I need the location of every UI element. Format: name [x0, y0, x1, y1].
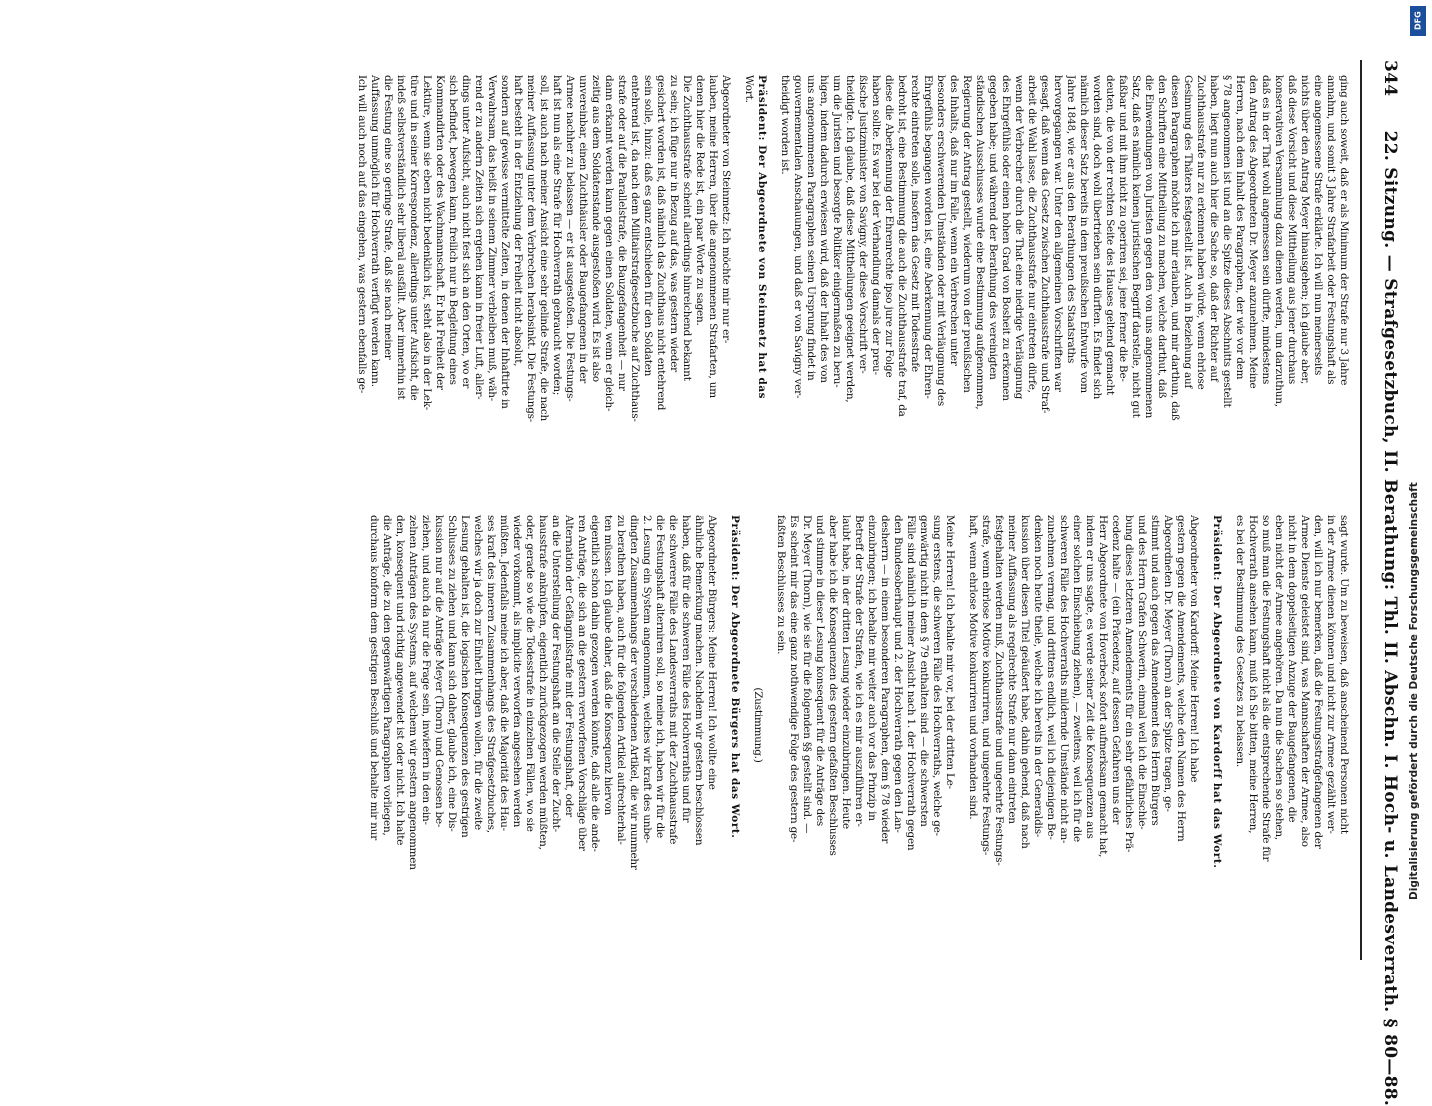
text-line: Es scheint mir das eine ganz nothwendige Folge des gestern ge-: [788, 515, 800, 843]
text-line: Zuchthausstrafe nur zu erkennen haben würde, wenn ehrlose: [1195, 75, 1207, 390]
text-line: diesen Paragraphen möchte ich mir erlauben, und mir darthun, daß: [1169, 75, 1181, 421]
text-line: hervorgegangen war. Unter den allgemeinen Vorschriften war: [1052, 75, 1064, 392]
text-line: haft ist nun als eine Strafe für Hochverrath gebraucht worden;: [551, 75, 563, 396]
text-line: zu berathen haben, auch für die folgenden Artikel aufrechterhal-: [615, 515, 627, 845]
text-line: ständischen Ausschusses wurde eine Bestimmung aufgenommen,: [974, 75, 986, 410]
paragraph-gap: [718, 515, 728, 935]
running-title: 22. Sitzung. — Strafgesetzbuch, II. Berathung: Thl. II. Abschn. I. Hoch- u. Landesverrath. § 80—88.: [1380, 130, 1400, 1106]
text-line: denken noch heute theile, welche ich bereits in der Generaldis-: [1032, 515, 1044, 838]
text-line: higen, indem dadurch erwiesen wird, daß der Inhalt des von: [818, 75, 830, 383]
text-line: ähnliche Bemerkung machen. Nachdem wir gestern beschlossen: [693, 515, 705, 846]
text-line: diese die Aberkennung der Ehrenrechte ipso jure zur Folge: [883, 75, 895, 378]
text-line: Betreff der Strafe der Strafen, wie ich es mir auszuführen er-: [853, 515, 865, 827]
text-line: Ehrgefühls begangen worden ist, eine Aberkennung der Ehren-: [922, 75, 934, 399]
text-line: sagt wurde. Um zu beweisen, daß anscheinend Personen nicht: [1338, 515, 1350, 834]
text-line: Wort.: [743, 75, 755, 103]
text-line: Präsident: Der Abgeordnete von Kardorff hat das Wort.: [1211, 515, 1223, 869]
text-line: eben nicht der Armee angehören. Da nun die Sachen so stehen,: [1273, 515, 1285, 840]
text-line: deuten, die von der rechten Seite des Hauses geltend gemacht: [1104, 75, 1116, 396]
text-line: so muß man die Festungshaft nicht als die entsprechende Strafe für: [1260, 515, 1272, 862]
dfg-logo: DFG: [1410, 6, 1426, 36]
text-line: stimmt und auch gegen das Amendement des Herrn Bürgers: [1149, 515, 1161, 826]
text-line: wenn der Verbrecher durch die That eine niedrige Verläugnung: [1013, 75, 1025, 400]
text-line: meiner Auffassung unter dem Verbrechen herabsinkt. Die Festungs-: [525, 75, 537, 423]
digitization-credit: Digitalisierung gefördert durch die Deutsche Forschungsgemeinschaft: [1408, 482, 1420, 900]
text-line: Armee nachher zu belassen — er ist ausgestoßen. Die Festungs-: [564, 75, 576, 402]
text-line: die Einwendungen von Juristen gegen den von uns angenommenen: [1143, 75, 1155, 419]
paragraph-gap: [1200, 515, 1210, 935]
text-line: Lektüre, wenn sie eben nicht bedenklich ist, steht also in der Lek-: [421, 75, 433, 411]
running-header: [1368, 60, 1400, 1106]
text-line: genwärtig nicht in dem § 79 enthalten sind — die schwersten: [918, 515, 930, 827]
text-line: cedenz halte — (ein Präcedenz, auf dessen Gefahren uns der: [1110, 515, 1122, 825]
text-line: gesagt, daß wenn das Gesetz zwischen Zuchthausstrafe und Straf-: [1039, 75, 1051, 414]
text-line: indeß selbstverständlich sehr liberal ausfällt. Aber immerhin ist: [395, 75, 407, 400]
text-line: gesichert worden ist, daß nämlich das Zuchthaus nicht entehrend: [655, 75, 667, 411]
text-line: bedroht ist, eine Bestimmung die auch die Zuchthausstrafe traf, da: [896, 75, 908, 417]
text-line: ren Anträge, die sich an die gestern verworfenen Vorschläge über: [576, 515, 588, 851]
text-line: worden sind, doch wohl übertrieben sein dürften. Es findet sich: [1091, 75, 1103, 400]
text-line: Regierung der Antrag gestellt, wiederum von der preußischen: [961, 75, 973, 393]
text-line: gestern gegen die Amendements, welche den Namen des Herrn: [1175, 515, 1187, 842]
text-line: haben, liegt nun auch hier die Sache so, daß der Richter auf: [1208, 75, 1220, 382]
text-line: schweren Fälle des Hochverraths mildernde Umstände nicht an-: [1058, 515, 1070, 844]
text-line: Herr Abgeordnete von Hoverbeck sofort aufmerksam gemacht hat,: [1097, 515, 1109, 858]
text-line: dings unter Aufsicht, auch nicht fest sich an den Orten, wo er: [460, 75, 472, 389]
text-line: kussion nur auf die Anträge Meyer (Thorn) und Genossen be-: [433, 515, 445, 828]
text-line: theidigte. Ich glaube, daß diese Mittheilungen geeignet werden,: [844, 75, 856, 403]
text-line: daß diese Vorsicht und diese Mittheilung aus jener durchaus: [1286, 75, 1298, 385]
text-line: strafe oder auf die Parallelstrafe, die Bauzgefangenheit — nur: [616, 75, 628, 391]
text-line: haft, wenn ehrlose Motive konkurriren und vorhanden sind.: [967, 515, 979, 820]
text-line: wieder vorkommt, als implicite verworfen angesehen werden: [511, 515, 523, 828]
text-line: Die Zuchthausstrafe scheint allerdings hinreichend bekannt: [681, 75, 693, 381]
text-line: den Bundesoberhaupt und 2. der Hochverrath gegen den Lan-: [892, 515, 904, 833]
text-line: (Zustimmung.): [752, 687, 764, 763]
header-divider: [1360, 60, 1362, 960]
text-line: ziehen, und auch da nur die Frage sein, inwiefern in den ein-: [420, 515, 432, 825]
text-line: zunehmen vermag, und drittens endlich, weil ich diejenigen Be-: [1045, 515, 1057, 840]
text-line: faßten Beschlusses zu sein.: [775, 515, 787, 655]
paragraph-gap: [764, 515, 774, 935]
text-line: Präsident: Der Abgeordnete von Steinmetz hat das: [756, 75, 768, 400]
right-column: [70, 515, 1350, 935]
text-line: durchaus konform dem gestrigen Beschluß und behalte mir nur: [368, 515, 380, 841]
text-line: oder, gerade so wie die Todesstrafe in einzelnen Fällen, wo sie: [524, 515, 536, 832]
text-line: des Ehrgefühls oder einen hohen Grad von Bosheit zu erkennen: [1000, 75, 1012, 401]
paragraph-gap: [768, 75, 778, 495]
text-line: eigentlich schon dahin gezogen werden könnte, daß alle die ande-: [589, 515, 601, 852]
text-line: haft besteht in der Entziehung der Freiheit nicht absolut,: [512, 75, 524, 367]
text-line: ging auch soweit, daß er als Minimum der Strafe nur 3 Jahre: [1338, 75, 1350, 386]
paragraph-gap: [1223, 515, 1233, 935]
text-line: sondern auf gewisse vermittelte Zeiten, in denen der Inhaftirte in: [499, 75, 511, 409]
text-line: dann erkannt werden kann gegen einen Soldaten, wenn er gleich-: [603, 75, 615, 412]
text-line: Ich will auch noch auf das eingehen, was gestern ebenfalls ge-: [356, 75, 368, 394]
text-line: bung dieses letzteren Amendements für ein sehr gefährliches Prä-: [1123, 515, 1135, 853]
text-line: ten müssen. Ich glaube daher, daß die Konsequenz hiervon: [602, 515, 614, 816]
paragraph-gap: [956, 515, 966, 935]
text-line: hausstrafe anknüpfen, eigentlich zurückgezogen werden müßten,: [537, 515, 549, 850]
text-line: die schwerere Fälle des Landesverraths mit der Zuchthausstrafe: [667, 515, 679, 845]
text-line: sich befindet, bewegen kann, freilich nur in Begleitung eines: [447, 75, 459, 385]
text-line: Abgeordneter Bürgers: Meine Herren! Ich wollte eine: [706, 515, 718, 790]
text-line: Fälle sind nämlich meiner Ansicht nach 1. der Hochverrath gegen: [905, 515, 917, 851]
text-line: rend er zu andern Zeiten sich ergehen kann in freier Luft, aller-: [473, 75, 485, 400]
text-line: soll, ist auch nach meiner Ansicht eine sehr gelinde Strafe, die nach: [538, 75, 550, 422]
text-line: Abgeordneter von Kardorff: Meine Herren! Ich habe: [1188, 515, 1200, 783]
text-line: Satz, daß es nämlich keinen juristischen Begriff darstelle, nicht gut: [1130, 75, 1142, 418]
text-line: ßische Justizminister von Savigny, der diese Vorschrift ver-: [857, 75, 869, 374]
text-line: desherrn — in einem besonderen Paragraphen, dem § 78 wieder: [879, 515, 891, 844]
page-number: 344: [1380, 60, 1400, 97]
text-line: lauben, meine Herren, über die angenommenen Strafarten, um: [707, 75, 719, 398]
text-line: 2. Lesung ein System angenommen, welches wir kraft des unbe-: [641, 515, 653, 844]
text-line: nicht in dem doppelseitigen Anzuge der Baugefangenen, die: [1286, 515, 1298, 823]
text-line: indem er uns sagte, es werde seiner Zeit die Konsequenzen aus: [1084, 515, 1096, 839]
text-line: festgehalten werden muß, Zuchthausstrafe und ungeehrte Festungs-: [993, 515, 1005, 866]
text-line: Kommandirten oder des Wachmannschaft. Er hat Freiheit der: [434, 75, 446, 390]
text-line: Präsident: Der Abgeordnete Bürgers hat das Wort.: [729, 515, 741, 839]
text-line: an die Unterstellung der Festungshaft an die Stelle der Zucht-: [550, 515, 562, 832]
text-line: sung erstens, die schweren Fälle des Hochverraths, welche ge-: [931, 515, 943, 836]
text-line: faßbar und mit ihm nicht zu operiren sei, jene ferner die Be-: [1117, 75, 1129, 382]
text-line: zu sein; ich füge nur in Bezug auf das, was gestern wieder: [668, 75, 680, 372]
text-line: Abgeordneten Dr. Meyer (Thorn) an der Spitze tragen, ge-: [1162, 515, 1174, 812]
text-line: Herren, nach dem Inhalt des Paragraphen, der wie vor dem: [1234, 75, 1246, 380]
text-line: zelnen Anträgen des Systems, auf welchem wir gestern angenommen: [407, 515, 419, 870]
text-line: denen hier die Rede ist, ein paar Worte zu sagen.: [694, 75, 706, 326]
text-line: den, will ich nur bemerken, daß die Festungsstrafgefangenen der: [1312, 515, 1324, 849]
text-line: haben sollte. Es war bei der Verhandlung damals der preu-: [870, 75, 882, 375]
text-line: dingten Zusammenhangs der verschiedenen Artikel, die wir nunmehr: [628, 515, 640, 870]
text-line: uns angenommenen Paragraphen seinen Ursprung findet in: [805, 75, 817, 381]
text-line: einzubringen; ich behalte mir weiter auch vor das Prinzip in: [866, 515, 878, 821]
text-line: Abgeordneter von Steinmetz: Ich möchte mir nur er-: [720, 75, 732, 344]
text-line: Dr. Meyer (Thorn), wie sie für die folgenden §§ gestellt sind. —: [801, 515, 813, 834]
text-line: einer solchen Einschiebung ziehen), — zweitens, weil ich für die: [1071, 515, 1083, 842]
text-line: Hochverrath ansehen kann, muß ich Sie bitten, meine Herren,: [1247, 515, 1259, 834]
text-line: arbeit die Wahl lasse, die Zuchthausstrafe nur eintreten dürfe,: [1026, 75, 1038, 393]
text-line: rechte eintreten solle, insofern das Gesetz mit Todesstrafe: [909, 75, 921, 372]
text-line: Meine Herren! Ich behalte mir vor, bei der dritten Le-: [944, 515, 956, 789]
text-line: den, konsequent und richtig angewendet ist oder nicht. Ich halte: [394, 515, 406, 846]
text-line: sein solle, hinzu: daß es ganz entschieden für den Soldaten: [642, 75, 654, 377]
text-line: in der Armee dienen können und nicht zur Armee gezählt wer-: [1325, 515, 1337, 834]
text-line: eine angemessene Strafe erklärte. Ich will nun meinerseits: [1312, 75, 1324, 376]
text-line: Lesung gehalten ist, die logischen Konsequenzen des gestrigen: [459, 515, 471, 838]
text-line: besonders erschwerenden Umständen oder mit Verläugnung des: [935, 75, 947, 406]
text-line: die Festungshaft alterniren soll, so meine ich, haben wir für die: [654, 515, 666, 838]
text-line: Auffassung unmöglich für Hochverrath verfügt werden kann.: [369, 75, 381, 387]
text-line: gegeben habe; und während der Berathung des vereinigten: [987, 75, 999, 380]
text-line: den Antrag des Abgeordneten Dr. Meyer anzunehmen. Meine: [1247, 75, 1259, 389]
text-line: nämlich dieser Satz bereits in dem preußischen Entwurfe vom: [1078, 75, 1090, 393]
text-line: laubt habe, in der dritten Lesung wieder einzubringen. Heute: [840, 515, 852, 829]
text-line: Schlusses zu ziehen und kann sich daher, glaube ich, eine Dis-: [446, 515, 458, 832]
text-line: strafe, wenn ehrlose Motive konkurriren, und ungeehrte Festungs-: [980, 515, 992, 856]
text-line: haben, daß für die schweren Fälle des Hochverraths und für: [680, 515, 692, 823]
text-line: kussion über diesen Titel geäußert habe, dahin gehend, daß nach: [1019, 515, 1031, 849]
text-line: Alternation der Gefängnißstrafe mit der Festungshaft, oder: [563, 515, 575, 817]
text-line: es bei der Bestimmung des Gesetzes zu belassen.: [1234, 515, 1246, 767]
text-line: Jahre 1848, wie er aus den Berathungen des Staatsraths: [1065, 75, 1077, 364]
text-line: konservativen Versammlung dazu dienen werden, um darzuthun,: [1273, 75, 1285, 407]
text-line: Gesinnung des Thäters festgestellt ist. Auch in Beziehung auf: [1182, 75, 1194, 389]
text-line: des Inhalts, daß nur im Falle, wenn ein Verbrechen unter: [948, 75, 960, 366]
text-line: müßten. Jedenfalls meine ich aber, daß die Majorität des Hau-: [498, 515, 510, 831]
text-line: meiner Auffassung als regelrechte Strafe nur dann eintreten: [1006, 515, 1018, 824]
paragraph-gap: [741, 515, 751, 935]
text-line: aber habe ich die Konsequenzen des gestern gefaßten Beschlusses: [827, 515, 839, 856]
text-line: § 78 angenommen ist und an die Spitze dieses Abschnitts gestellt: [1221, 75, 1233, 408]
text-line: nichts über den Antrag Meyer hinausgehen; ich glaube aber,: [1299, 75, 1311, 385]
text-line: und stimme in dieser Lesung konsequent für die Anträge des: [814, 515, 826, 827]
text-line: gouvernementalen Anschauungen, und daß er von Savigny ver-: [792, 75, 804, 399]
text-line: entehrend ist, da nach dem Militairstrafgesetzbuche auf Zuchthaus-: [629, 75, 641, 422]
paragraph-gap: [732, 75, 742, 495]
text-line: türe und in seiner Korrespondenz, allerdings unter Aufsicht, die: [408, 75, 420, 401]
text-line: und des Herrn Grafen Schwerin, einmal weil ich die Einschie-: [1136, 515, 1148, 830]
text-line: annahm, und somit 3 Jahre Strafarbeit oder Festungshaft als: [1325, 75, 1337, 385]
text-line: theidigt worden ist.: [779, 75, 791, 175]
text-line: Verwahrsam, das heißt in seinem Zimmer verbleiben muß, wäh-: [486, 75, 498, 402]
text-line: Armee Dienste geleistet sind, was Mannschaften der Armee, also: [1299, 515, 1311, 847]
text-line: zeitig aus dem Soldatenstande ausgestoßen wird. Es ist also: [590, 75, 602, 382]
left-column: [70, 75, 1350, 495]
text-line: unvereinbar, einen Zuchthäusler oder Baugefangenen in der: [577, 75, 589, 384]
text-line: um die Juristen und besorgte Politiker einigermaßen zu beru-: [831, 75, 843, 388]
text-line: welches wir ja doch zur Einheit bringen wollen, für die zweite: [472, 515, 484, 830]
text-line: die Anträge, die zu den gegenwärtigen Paragraphen vorliegen,: [381, 515, 393, 836]
text-line: ses kraft des inneren Zusammenhangs des Strafgesetzbuches,: [485, 515, 497, 833]
text-line: daß es in der That wohl angemessen sein dürfte, mindestens: [1260, 75, 1272, 385]
text-line: die Festung eine so geringe Strafe, daß sie nach meiner: [382, 75, 394, 360]
text-line: den Schriften eine Mittheilung zu machen, welche darthut, daß: [1156, 75, 1168, 399]
